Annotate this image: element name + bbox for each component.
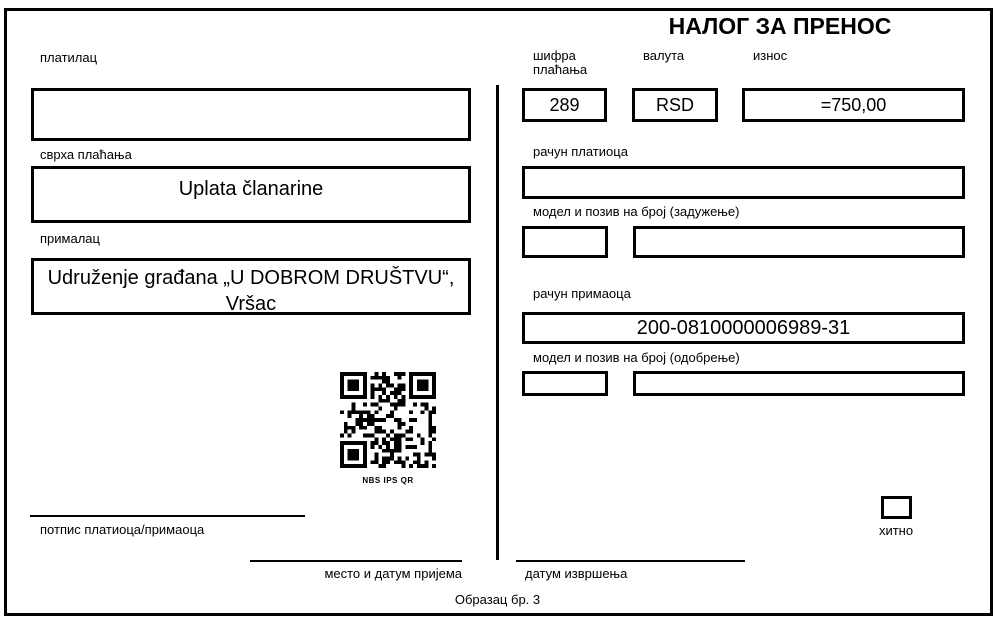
signature-line — [30, 515, 305, 517]
payer-account-field[interactable] — [522, 166, 965, 199]
execution-date-label: датум извршења — [525, 566, 628, 581]
execution-date-line — [516, 560, 745, 562]
purpose-value: Uplata članarine — [178, 178, 324, 200]
model-debit-field[interactable] — [522, 226, 608, 258]
place-date-line — [250, 560, 462, 562]
recipient-field[interactable] — [31, 258, 471, 315]
form-title: НАЛОГ ЗА ПРЕНОС — [668, 13, 892, 39]
qr-code — [340, 372, 436, 468]
recipient-value-line1: Udruženje građana „U DOBROM DRUŠTVU“, — [47, 267, 455, 289]
payer-label: платилац — [40, 50, 98, 65]
urgent-checkbox[interactable] — [881, 496, 912, 519]
recipient-label: прималац — [40, 231, 100, 246]
recipient-account-field[interactable] — [522, 312, 965, 344]
amount-label: износ — [753, 48, 788, 63]
form-footer: Образац бр. 3 — [454, 592, 541, 607]
payer-account-label: рачун платиоца — [533, 144, 628, 159]
purpose-field[interactable] — [31, 166, 471, 223]
currency-value: RSD — [655, 94, 694, 115]
payment-code-field[interactable] — [522, 88, 607, 122]
payment-code-value: 289 — [549, 94, 580, 115]
place-date-label: место и датум пријема — [324, 566, 462, 581]
model-debit-label: модел и позив на број (задужење) — [533, 204, 740, 219]
amount-value: =750,00 — [820, 94, 887, 115]
model-credit-label: модел и позив на број (одобрење) — [533, 350, 740, 365]
recipient-account-value: 200-0810000006989-31 — [636, 317, 851, 339]
refnum-debit-field[interactable] — [633, 226, 965, 258]
column-divider — [496, 85, 499, 560]
amount-field[interactable] — [742, 88, 965, 122]
refnum-credit-field[interactable] — [633, 371, 965, 396]
currency-label: валута — [643, 48, 685, 63]
urgent-label: хитно — [878, 523, 914, 538]
payer-field[interactable] — [31, 88, 471, 141]
signature-label: потпис платиоца/примаоца — [40, 522, 205, 537]
currency-field[interactable] — [632, 88, 718, 122]
model-credit-field[interactable] — [522, 371, 608, 396]
recipient-value-line2: Vršac — [225, 293, 277, 315]
purpose-label: сврха плаћања — [40, 147, 132, 162]
qr-caption: NBS IPS QR — [362, 476, 414, 485]
recipient-account-label: рачун примаоца — [533, 286, 631, 301]
payment-code-label: шифра плаћања — [533, 48, 588, 77]
